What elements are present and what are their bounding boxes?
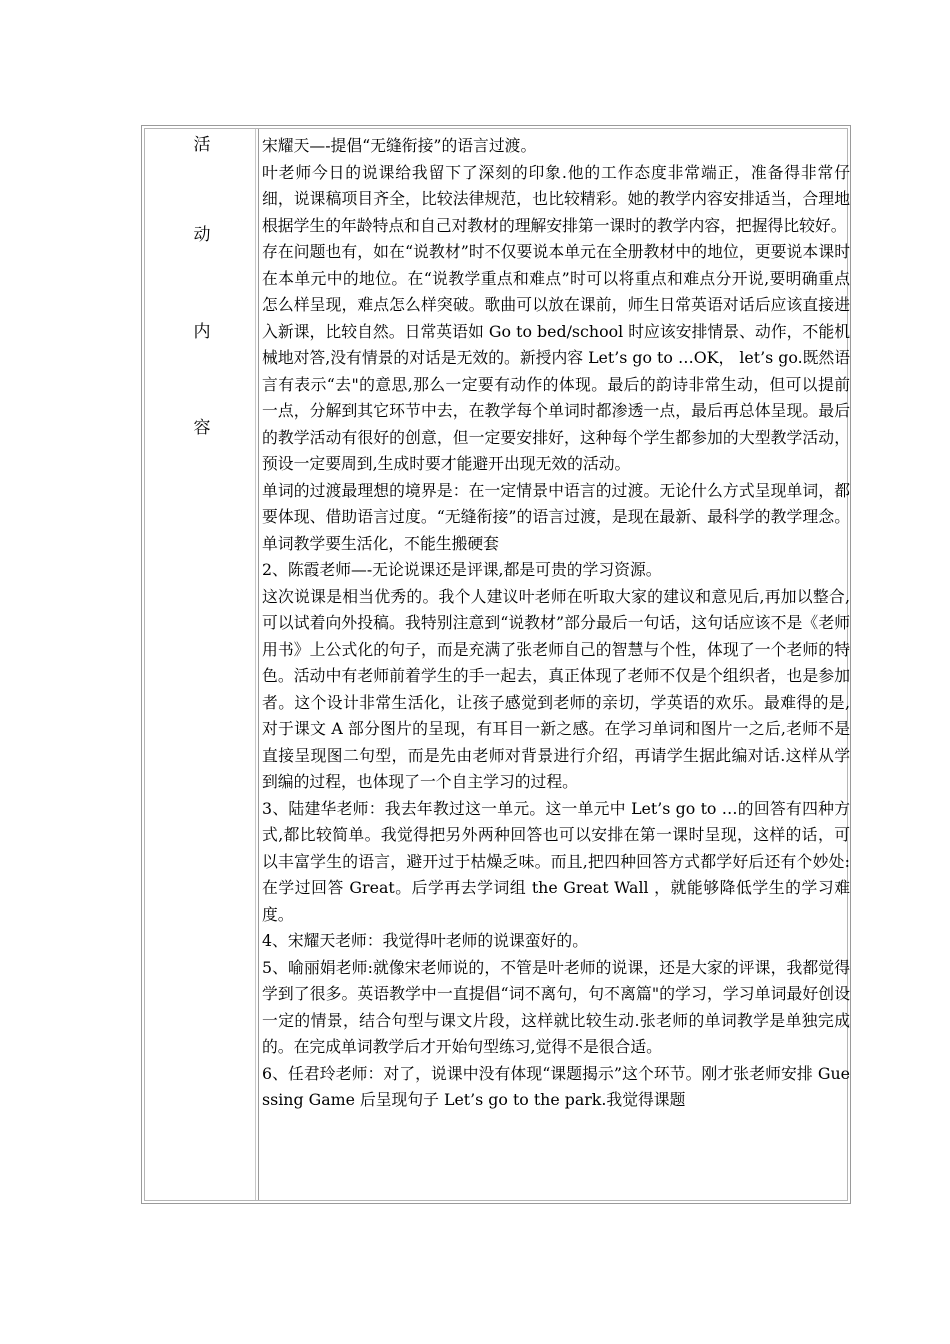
paragraph: 6、任君玲老师：对了，说课中没有体现“课题揭示”这个环节。刚才张老师安排 Guessing Game 后呈现句子 Let’s go to the park.我觉得课题 bbox=[262, 1063, 850, 1109]
paragraph: 叶老师今日的说课给我留下了深刻的印象.他的工作态度非常端正，准备得非常仔细，说课稿项目齐全，比较法律规范，也比较精彩。她的教学内容安排适当，合理地根据学生的年龄特点和自己对教材的理解安排第一课时的教学内容，把握得比较好。 bbox=[262, 162, 850, 235]
paragraph: 3、陆建华老师：我去年教过这一单元。这一单元中 Let’s go to …的回答有四种方式,都比较简单。我觉得把另外两种回答也可以安排在第一课时呈现，这样的话，可以丰富学生的语言，避开过于枯燥乏味。而且,把四种回答方式都学好后还有个妙处:在学过回答 Great。后学再去学词组 the Great Wall ，就能够降低学生的学习难度。 bbox=[262, 798, 850, 924]
evaluation-table bbox=[141, 125, 851, 1204]
section-label-char: 内 bbox=[193, 322, 211, 342]
paragraph: 2、陈霞老师—-无论说课还是评课,都是可贵的学习资源。 bbox=[262, 560, 662, 579]
section-label-char: 动 bbox=[193, 225, 211, 245]
paragraph: 这次说课是相当优秀的。我个人建议叶老师在听取大家的建议和意见后,再加以整合,可以试着向外投稿。我特别注意到“说教材”部分最后一句话，这句话应该不是《老师用书》上公式化的句子，而是充满了张老师自己的智慧与个性，体现了一个老师的特色。活动中有老师前着学生的手一起去，真正体现了老师不仅是个组织者，也是参加者。这个设计非常生活化，让孩子感觉到老师的亲切，学英语的欢乐。最难得的是,对于课文 A 部分图片的呈现，有耳目一新之感。在学习单词和图片一之后,老师不是直接呈现图二句型，而是先由老师对背景进行介绍，再请学生据此编对话.这样从学到编的过程，也体现了一个自主学习的过程。 bbox=[262, 586, 850, 791]
paragraph: 宋耀天—-提倡“无缝衔接”的语言过渡。 bbox=[262, 136, 537, 155]
paragraph: 4、宋耀天老师：我觉得叶老师的说课蛮好的。 bbox=[262, 931, 588, 950]
paragraph: 单词的过渡最理想的境界是：在一定情景中语言的过渡。无论什么方式呈现单词，都要体现、借助语言过度。“无缝衔接”的语言过渡，是现在最新、最科学的教学理念。单词教学要生活化，不能生搬硬套 bbox=[262, 480, 850, 553]
paragraph: 存在问题也有，如在“说教材”时不仅要说本单元在全册教材中的地位，更要说本课时在本单元中的地位。在“说教学重点和难点”时可以将重点和难点分开说,要明确重点怎么样呈现，难点怎么样突破。歌曲可以放在课前，师生日常英语对话后应该直接进入新课，比较自然。日常英语如 Go to bed/school 时应该安排情景、动作，不能机械地对答,没有情景的对话是无效的。新授内容 Let’s go to …OK， let’s go.既然语言有表示“去"的意思,那么一定要有动作的体现。最后的韵诗非常生动，但可以提前一点，分解到其它环节中去，在教学每个单词时都渗透一点，最后再总体呈现。最后的教学活动有很好的创意，但一定要安排好，这种每个学生都参加的大型教学活动，预设一定要周到,生成时要才能避开出现无效的活动。 bbox=[262, 242, 850, 473]
activity-content bbox=[262, 133, 850, 1114]
paragraph: 5、喻丽娟老师:就像宋老师说的，不管是叶老师的说课，还是大家的评课，我都觉得学到了很多。英语教学中一直提倡“词不离句，句不离篇"的学习，学习单词最好创设一定的情景，结合句型与课文片段，这样就比较生动.张老师的单词教学是单独完成的。在完成单词教学后才开始句型练习,觉得不是很合适。 bbox=[262, 957, 850, 1056]
section-label-char: 活 bbox=[193, 135, 211, 155]
table-inner-border bbox=[144, 128, 848, 1201]
section-label-column bbox=[145, 129, 259, 1200]
section-label-char: 容 bbox=[193, 418, 211, 438]
